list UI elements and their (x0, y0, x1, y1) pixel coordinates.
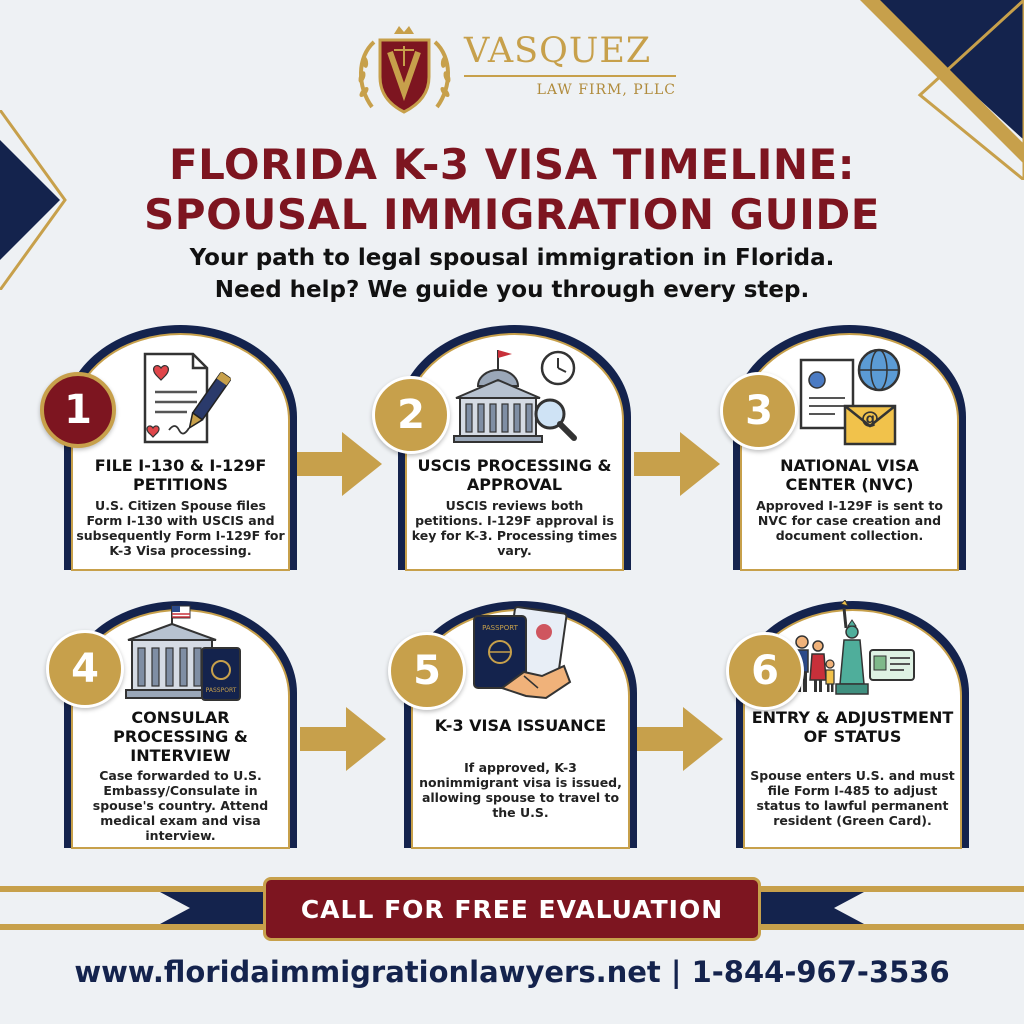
documents-globe-icon (795, 346, 905, 450)
step-title: K-3 VISA ISSUANCE (434, 716, 607, 735)
title-line-2: SPOUSAL IMMIGRATION GUIDE (144, 190, 880, 239)
embassy-passport-icon (116, 604, 246, 704)
step-description: Case forwarded to U.S. Embassy/Consulate in spouse's country. Attend medical exam and visa interview. (92, 768, 269, 843)
statue-of-liberty-family-icon (788, 600, 918, 704)
step-number-badge: 2 (372, 376, 450, 454)
step-title: CONSULAR PROCESSING & INTERVIEW (113, 708, 248, 765)
subtitle-line-1: Your path to legal spousal immigration in Florida. (189, 245, 835, 271)
contact-info[interactable]: www.floridaimmigrationlawyers.net | 1-844-967-3536 (74, 955, 950, 989)
passport-text: PASSPORT (205, 687, 236, 694)
petition-document-icon (131, 350, 231, 446)
step-title: ENTRY & ADJUSTMENT OF STATUS (751, 708, 954, 746)
step-number-badge: 6 (726, 632, 804, 710)
step-number-badge: 4 (46, 630, 124, 708)
step-card-1 (58, 322, 303, 572)
passport-handshake-icon (466, 606, 576, 706)
step-description: Spouse enters U.S. and must file Form I-485 to adjust status to lawful permanent resident (Green Card). (750, 768, 955, 828)
subtitle-line-2: Need help? We guide you through every step. (214, 277, 810, 303)
arrow-icon (634, 432, 720, 496)
divider (464, 75, 676, 77)
step-number-badge: 1 (40, 372, 116, 448)
page-title (0, 140, 1024, 240)
step-description: U.S. Citizen Spouse files Form I-130 with USCIS and subsequently Form I-129F for K-3 Visa processing. (76, 498, 285, 558)
step-number-badge: 3 (720, 372, 798, 450)
arrow-icon (300, 707, 386, 771)
step-number-badge: 5 (388, 632, 466, 710)
page-subtitle (0, 242, 1024, 306)
step-description: USCIS reviews both petitions. I-129F approval is key for K-3. Processing times vary. (411, 498, 618, 558)
svg-text:@: @ (860, 408, 879, 429)
arrow-icon (637, 707, 723, 771)
free-evaluation-button[interactable]: CALL FOR FREE EVALUATION (263, 877, 761, 941)
step-title: NATIONAL VISA CENTER (NVC) (780, 456, 919, 494)
arrow-icon (296, 432, 382, 496)
step-title: FILE I-130 & I-129F PETITIONS (94, 456, 267, 494)
title-line-1: FLORIDA K-3 VISA TIMELINE: (168, 140, 856, 189)
firm-subtitle: LAW FIRM, PLLC (536, 82, 676, 98)
firm-name: VASQUEZ (464, 31, 652, 71)
firm-logo (352, 22, 682, 122)
crest-icon (352, 22, 457, 122)
step-description: If approved, K-3 nonimmigrant visa is issued, allowing spouse to travel to the U.S. (419, 760, 622, 820)
passport-text: PASSPORT (481, 624, 518, 632)
government-building-icon (450, 346, 580, 446)
step-title: USCIS PROCESSING & APPROVAL (417, 456, 612, 494)
step-description: Approved I-129F is sent to NVC for case creation and document collection. (756, 498, 943, 543)
